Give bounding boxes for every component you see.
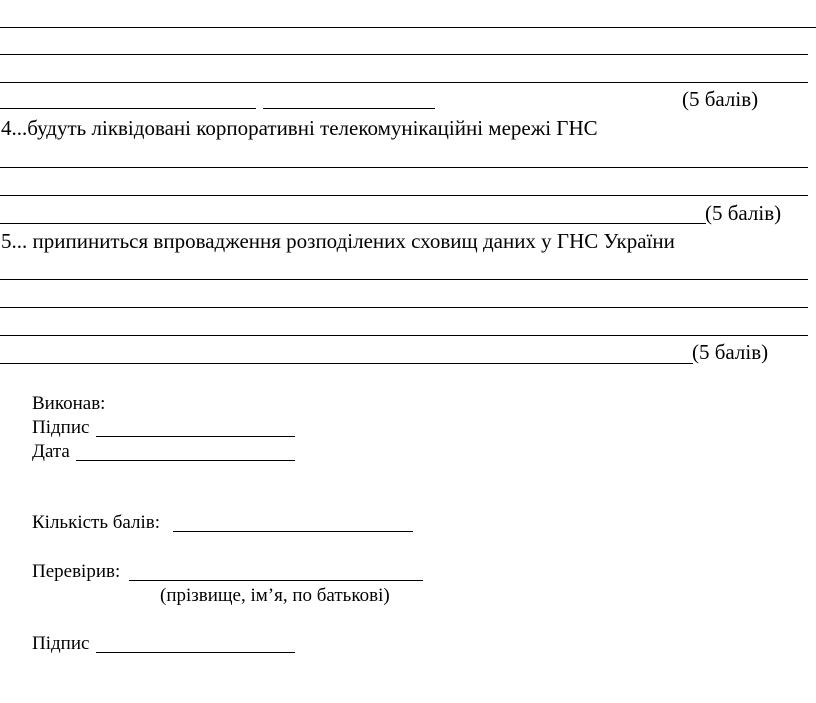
performed-by-label: Виконав: (32, 393, 106, 414)
answer-line (0, 108, 256, 109)
points-label: (5 балів) (705, 201, 782, 225)
points-label: (5 балів) (682, 87, 759, 111)
signature-line (96, 436, 295, 437)
signature-line-2 (96, 652, 295, 653)
points-label: (5 балів) (692, 340, 769, 364)
signature-label-2: Підпис (32, 633, 90, 654)
question-5-text: 5... припиниться впровадження розподілених сховищ даних у ГНС України (1, 229, 675, 253)
answer-line (0, 82, 808, 83)
answer-line (0, 363, 693, 364)
answer-line (0, 27, 816, 28)
score-line (173, 531, 413, 532)
checked-by-label: Перевірив: (32, 561, 121, 582)
answer-line (0, 279, 808, 280)
answer-line (263, 108, 435, 109)
answer-line (0, 223, 706, 224)
checked-by-hint: (прізвище, ім’я, по батькові) (160, 585, 390, 606)
answer-line (0, 167, 808, 168)
signature-label: Підпис (32, 417, 90, 438)
answer-line (0, 195, 808, 196)
date-label: Дата (32, 441, 70, 462)
checked-by-line (129, 580, 423, 581)
answer-line (0, 307, 808, 308)
answer-line (0, 54, 808, 55)
date-line (76, 460, 295, 461)
score-label: Кількість балів: (32, 512, 161, 533)
question-4-text: 4...будуть ліквідовані корпоративні телекомунікаційні мережі ГНС (1, 116, 598, 140)
answer-line (0, 335, 808, 336)
